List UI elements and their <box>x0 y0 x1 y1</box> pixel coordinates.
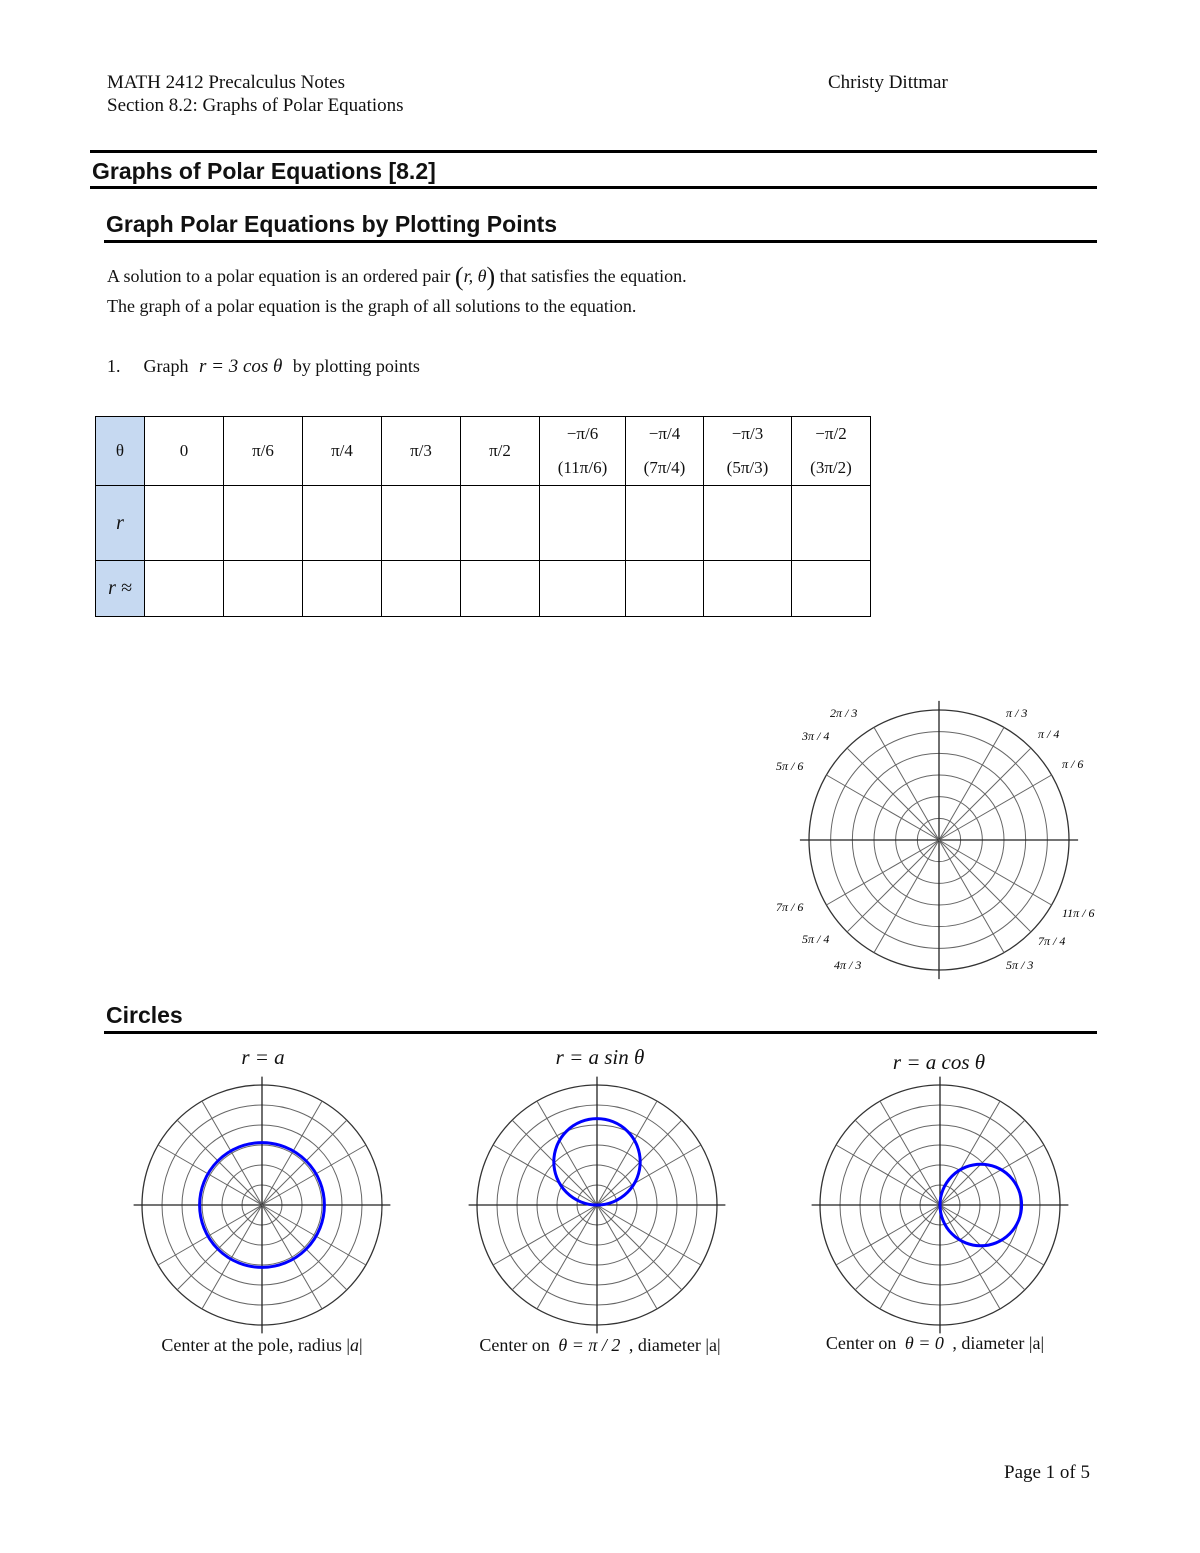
angle-label-3pi4: 3π / 4 <box>802 729 830 743</box>
grid-spoke <box>826 840 939 905</box>
title-bottom-rule <box>90 186 1097 189</box>
grid-spoke <box>262 1205 366 1265</box>
r-approx-cell[interactable] <box>792 561 871 617</box>
grid-spoke <box>597 1205 701 1265</box>
r-cell[interactable] <box>145 486 224 561</box>
problem-equation: r = 3 cos θ <box>198 356 283 377</box>
author-name: Christy Dittmar <box>828 72 948 93</box>
theta-cell: −π/4 (7π/4) <box>626 417 704 486</box>
grid-spoke <box>597 1101 657 1205</box>
grid-spoke <box>836 1145 940 1205</box>
grid-spoke <box>202 1101 262 1205</box>
theta-cell: −π/6 (11π/6) <box>540 417 626 486</box>
grid-spoke <box>262 1145 366 1205</box>
r-approx-cell[interactable] <box>626 561 704 617</box>
grid-spoke <box>493 1145 597 1205</box>
circle-3-caption: Center on θ = 0 , diameter |a| <box>825 1333 1045 1353</box>
angle-label-2pi3: 2π / 3 <box>830 706 858 720</box>
title-top-rule <box>90 150 1097 153</box>
angle-label-pi3: π / 3 <box>1006 706 1028 720</box>
ordered-pair: r, θ <box>463 266 487 286</box>
grid-spoke <box>939 775 1052 840</box>
grid-spoke <box>847 840 939 932</box>
theta-cell: −π/2 (3π/2) <box>792 417 871 486</box>
polar-grid-labeled <box>760 690 1120 990</box>
r-approx-cell[interactable] <box>382 561 461 617</box>
angle-label-5pi3: 5π / 3 <box>1006 958 1034 972</box>
grid-spoke <box>158 1145 262 1205</box>
grid-spoke <box>202 1205 262 1309</box>
r-cell[interactable] <box>540 486 626 561</box>
grid-spoke <box>262 1101 322 1205</box>
theta-row <box>96 417 871 486</box>
grid-spoke <box>537 1101 597 1205</box>
r-approx-row-header: r ≈ <box>96 561 145 617</box>
page-number: Page 1 of 5 <box>1004 1462 1091 1483</box>
grid-spoke <box>940 1205 1025 1290</box>
grid-spoke <box>940 1205 1044 1265</box>
grid-spoke <box>158 1205 262 1265</box>
grid-spoke <box>855 1120 940 1205</box>
r-approx-cell[interactable] <box>704 561 792 617</box>
r-cell[interactable] <box>626 486 704 561</box>
grid-spoke <box>826 775 939 840</box>
r-cell[interactable] <box>461 486 540 561</box>
grid-spoke <box>880 1205 940 1309</box>
theta-cell: π/3 <box>382 417 461 486</box>
r-cell[interactable] <box>303 486 382 561</box>
polar-graph-r-equals-a <box>132 1075 392 1335</box>
angle-label-4pi3: 4π / 3 <box>834 958 862 972</box>
angle-label-7pi4: 7π / 4 <box>1038 934 1066 948</box>
r-cell[interactable] <box>224 486 303 561</box>
r-row-header: r <box>96 486 145 561</box>
section-heading-circles: Circles <box>106 1002 183 1028</box>
problem-1: 1. Graph r = 3 cos θ by plotting points <box>107 356 420 377</box>
grid-spoke <box>493 1205 597 1265</box>
r-approx-cell[interactable] <box>145 561 224 617</box>
angle-label-11pi6: 11π / 6 <box>1062 906 1095 920</box>
grid-spoke <box>874 840 939 953</box>
grid-spoke <box>939 727 1004 840</box>
grid-spoke <box>939 840 1004 953</box>
polar-graph-r-equals-a-cos-theta <box>810 1075 1070 1335</box>
grid-spoke <box>177 1120 262 1205</box>
circle-2-caption: Center on θ = π / 2 , diameter |a| <box>479 1335 721 1355</box>
theta-row-header: θ <box>96 417 145 486</box>
angle-label-pi6: π / 6 <box>1062 757 1084 771</box>
grid-spoke <box>939 840 1031 932</box>
theta-cell: π/2 <box>461 417 540 486</box>
circle-1-caption: Center at the pole, radius |a| <box>161 1335 363 1355</box>
r-cell[interactable] <box>704 486 792 561</box>
section-name: Section 8.2: Graphs of Polar Equations <box>107 95 404 116</box>
section-heading-plotting: Graph Polar Equations by Plotting Points <box>106 211 558 237</box>
definition-line-1: A solution to a polar equation is an ordered pair (r, θ) that satisfies the equation. <box>107 262 687 291</box>
grid-spoke <box>177 1205 262 1290</box>
grid-spoke <box>874 727 939 840</box>
angle-label-5pi4: 5π / 4 <box>802 932 830 946</box>
r-approx-cell[interactable] <box>540 561 626 617</box>
section-heading-rule <box>104 240 1097 243</box>
grid-spoke <box>940 1120 1025 1205</box>
circle-2-equation: r = a sin θ <box>555 1045 645 1069</box>
grid-spoke <box>597 1205 657 1309</box>
r-approx-cell[interactable] <box>461 561 540 617</box>
r-approx-cell[interactable] <box>303 561 382 617</box>
grid-spoke <box>880 1101 940 1205</box>
r-cell[interactable] <box>382 486 461 561</box>
theta-cell: π/4 <box>303 417 382 486</box>
r-approx-row <box>96 561 871 617</box>
values-table <box>95 416 871 617</box>
grid-spoke <box>597 1145 701 1205</box>
grid-spoke <box>597 1205 682 1290</box>
r-cell[interactable] <box>792 486 871 561</box>
circles-heading-rule <box>104 1031 1097 1034</box>
theta-cell: 0 <box>145 417 224 486</box>
problem-number: 1. <box>107 356 121 376</box>
grid-spoke <box>262 1205 347 1290</box>
page-title: Graphs of Polar Equations [8.2] <box>92 158 436 184</box>
angle-label-pi4: π / 4 <box>1038 727 1060 741</box>
r-row <box>96 486 871 561</box>
angle-label-5pi6: 5π / 6 <box>776 759 804 773</box>
grid-spoke <box>940 1205 1000 1309</box>
polar-grid-lines <box>134 1077 391 1334</box>
grid-spoke <box>939 840 1052 905</box>
theta-cell: π/6 <box>224 417 303 486</box>
polar-graph-r-equals-a-sin-theta <box>467 1075 727 1335</box>
grid-spoke <box>537 1205 597 1309</box>
circle-3-equation: r = a cos θ <box>892 1050 986 1074</box>
grid-spoke <box>847 748 939 840</box>
grid-spoke <box>512 1205 597 1290</box>
grid-spoke <box>939 748 1031 840</box>
grid-spoke <box>262 1120 347 1205</box>
angle-label-7pi6: 7π / 6 <box>776 900 804 914</box>
grid-spoke <box>940 1101 1000 1205</box>
course-name: MATH 2412 Precalculus Notes <box>107 72 345 93</box>
grid-spoke <box>940 1145 1044 1205</box>
polar-grid-lines <box>800 701 1078 979</box>
grid-spoke <box>836 1205 940 1265</box>
grid-spoke <box>262 1205 322 1309</box>
grid-spoke <box>855 1205 940 1290</box>
theta-cell: −π/3 (5π/3) <box>704 417 792 486</box>
r-approx-cell[interactable] <box>224 561 303 617</box>
circle-1-equation: r = a <box>241 1045 285 1069</box>
definition-line-2: The graph of a polar equation is the graph of all solutions to the equation. <box>107 296 637 316</box>
